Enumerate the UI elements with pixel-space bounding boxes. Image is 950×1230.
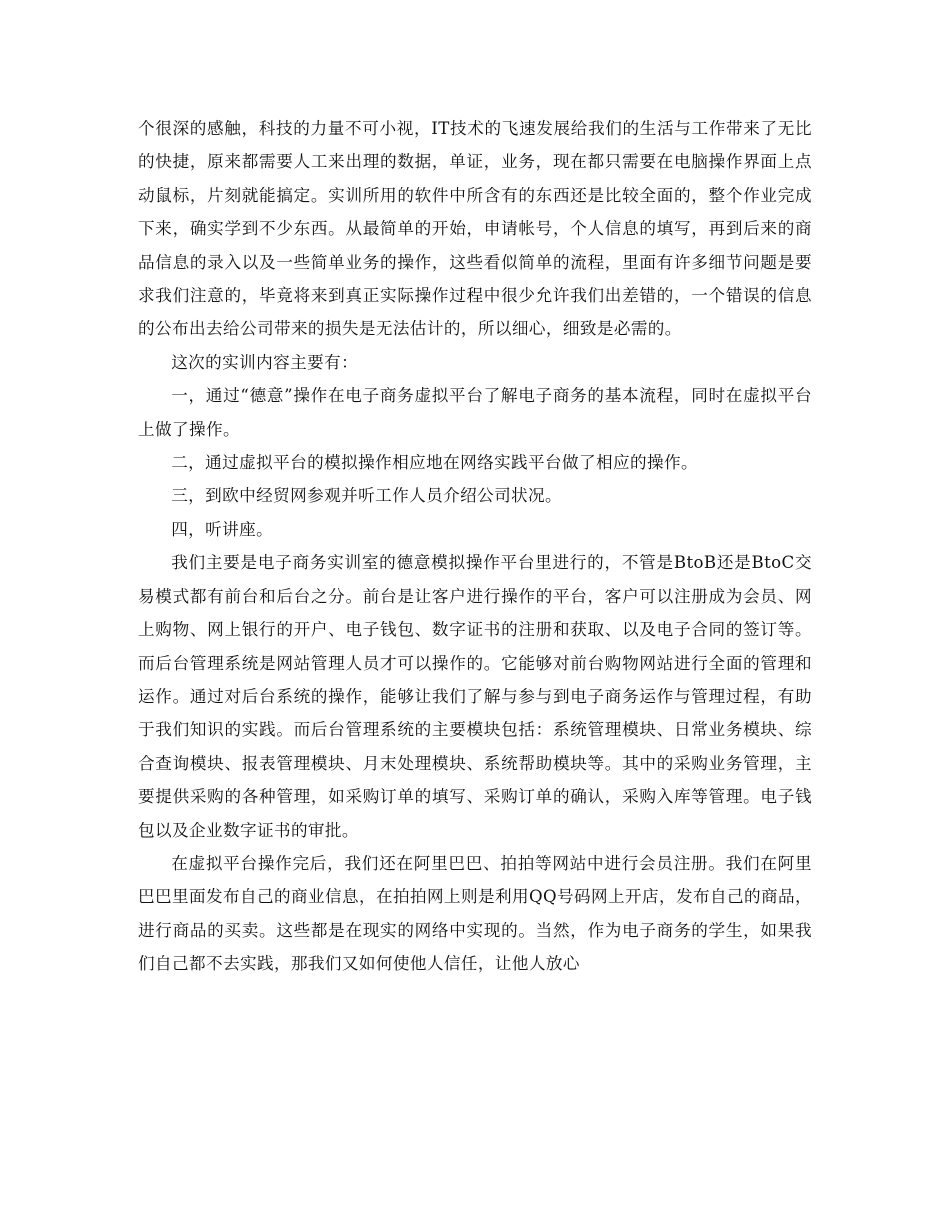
paragraph-item-four: 四，听讲座。 xyxy=(171,519,274,539)
paragraph-continuation: 个很深的感触，科技的力量不可小视，IT技术的飞速发展给我们的生活与工作带来了无比的快捷，原来都需要人工来出理的数据，单证，业务，现在都只需要在电脑操作界面上点动鼠标，片刻就能搞定。实训所用的软件中所含有的东西还是比较全面的，整个作业完成下来，确实学到不少东西。从最简单的开始，申请帐号，个人信息的填写，再到后来的商品信息的录入以及一些简单业务的操作，这些看似简单的流程，里面有许多细节问题是要求我们注意的，毕竟将来到真正实际操作过程中很少允许我们出差错的，一个错误的信息的公布出去给公司带来的损失是无法估计的，所以细心，细致是必需的。 xyxy=(138,119,812,339)
paragraph-item-two: 二，通过虚拟平台的模拟操作相应地在网络实践平台做了相应的操作。 xyxy=(171,453,698,473)
paragraph-platform-description: 我们主要是电子商务实训室的德意模拟操作平台里进行的，不管是BtoB还是BtoC交易模式都有前台和后台之分。前台是让客户进行操作的平台，客户可以注册成为会员、网上购物、网上银行的开户、电子钱包、数字证书的注册和获取、以及电子合同的签订等。而后台管理系统是网站管理人员才可以操作的。它能够对前台购物网站进行全面的管理和运作。通过对后台系统的操作，能够让我们了解与参与到电子商务运作与管理过程，有助于我们知识的实践。而后台管理系统的主要模块包括：系统管理模块、日常业务模块、综合查询模块、报表管理模块、月末处理模块、系统帮助模块等。其中的采购业务管理，主要提供采购的各种管理，如采购订单的填写、采购订单的确认，采购入库等管理。电子钱包以及企业数字证书的审批。 xyxy=(138,553,812,840)
document-body xyxy=(138,112,812,981)
paragraph-training-content-intro: 这次的实训内容主要有： xyxy=(171,352,359,372)
paragraph-real-network-practice: 在虚拟平台操作完后，我们还在阿里巴巴、拍拍等网站中进行会员注册。我们在阿里巴巴里面发布自己的商业信息，在拍拍网上则是利用QQ号码网上开店，发布自己的商品，进行商品的买卖。这些都是在现实的网络中实现的。当然，作为电子商务的学生，如果我们自己都不去实践，那我们又如何使他人信任，让他人放心 xyxy=(138,853,812,974)
paragraph-item-three: 三，到欧中经贸网参观并听工作人员介绍公司状况。 xyxy=(171,486,563,506)
paragraph-item-one: 一，通过“德意”操作在电子商务虚拟平台了解电子商务的基本流程，同时在虚拟平台上做了操作。 xyxy=(138,386,812,439)
